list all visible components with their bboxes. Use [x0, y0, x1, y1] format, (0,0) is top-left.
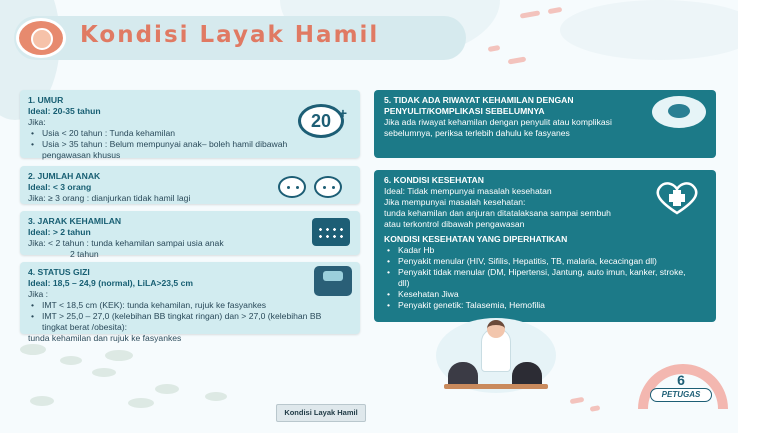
list-item: • Penyakit menular (HIV, Sifilis, Hepatitis, TB, malaria, kecacingan dll)	[384, 256, 689, 267]
card-jika: Jika:	[28, 117, 46, 127]
page-title: Kondisi Layak Hamil	[80, 22, 380, 48]
card-heading: 6. KONDISI KESEHATAN	[384, 175, 484, 185]
decor-dash	[508, 56, 527, 64]
badge-number: 20	[310, 111, 332, 131]
background-dot	[92, 368, 116, 377]
decor-dash	[520, 10, 541, 18]
background-dot	[155, 384, 179, 394]
list-item: • IMT < 18,5 cm (KEK): tunda kehamilan, rujuk ke fasyankes	[28, 300, 338, 311]
decor-dash	[548, 7, 563, 14]
background-dot	[128, 398, 154, 408]
plus-icon: +	[338, 105, 347, 121]
card-text: Jika mempunyai masalah kesehatan:	[384, 197, 526, 207]
list-item: • Penyakit tidak menular (DM, Hipertensi, Jantung, auto imun, kanker, stroke, dll)	[384, 267, 689, 289]
card-jika: Jika :	[28, 289, 49, 299]
child-face-icon	[314, 176, 342, 198]
card-ideal: Ideal: 20-35 tahun	[28, 106, 101, 116]
baby-icon	[652, 96, 706, 128]
petugas-badge	[630, 364, 732, 406]
list-item: • Kesehatan Jiwa	[384, 289, 689, 300]
card-jumlah-anak	[20, 166, 360, 204]
card-ideal: Ideal: 18,5 – 24,9 (normal), LiLA>23,5 cm	[28, 278, 194, 288]
page-edge	[738, 0, 768, 433]
card-heading: 4. STATUS GIZI	[28, 267, 90, 277]
list-item: • Penyakit genetik: Talasemia, Hemofilia	[384, 300, 689, 311]
child-face-icon	[278, 176, 306, 198]
background-dot	[20, 344, 46, 355]
background-dot	[205, 392, 227, 401]
list-item: • Usia < 20 tahun : Tunda kehamilan	[28, 128, 298, 139]
condition-list	[28, 300, 338, 333]
card-text: tunda kehamilan dan rujuk ke fasyankes	[28, 333, 182, 343]
consultation-illustration	[436, 318, 556, 393]
condition-list	[28, 128, 298, 161]
list-item: • IMT > 25,0 – 27,0 (kelebihan BB tingkat ringan) dan > 27,0 (kelebihan BB tingkat berat /obesita):	[28, 311, 338, 333]
list-item: • Usia > 35 tahun : Belum mempunyai anak– boleh hamil dibawah pengawasan khusus	[28, 139, 298, 161]
card-heading: 1. UMUR	[28, 95, 64, 105]
decor-dash	[590, 405, 601, 412]
petugas-number: 6	[677, 372, 685, 388]
card-heading: 5. TIDAK ADA RIWAYAT KEHAMILAN DENGAN PENYULIT/KOMPLIKASI SEBELUMNYA	[384, 95, 574, 116]
card-heading: 3. JARAK KEHAMILAN	[28, 216, 122, 226]
decor-dash	[570, 397, 585, 404]
health-condition-list	[384, 245, 689, 311]
card-heading: 2. JUMLAH ANAK	[28, 171, 101, 181]
background-dot	[60, 356, 82, 365]
card-status-gizi	[20, 262, 360, 343]
card-jarak-kehamilan	[20, 211, 360, 259]
card-ideal: Ideal: < 3 orang	[28, 182, 92, 192]
slide-footer-label: Kondisi Layak Hamil	[276, 404, 366, 422]
card-text: Jika ada riwayat kehamilan dengan penyulit atau komplikasi sebelumnya, periksa terlebih dahulu ke fasyanes	[384, 117, 612, 138]
background-dot	[105, 350, 133, 361]
calendar-icon	[312, 218, 350, 246]
background-dot	[30, 396, 54, 406]
petugas-label: PETUGAS	[650, 388, 712, 402]
card-text: Ideal: Tidak mempunyai masalah kesehatan	[384, 186, 552, 196]
heart-cross-icon	[652, 180, 702, 216]
background-blob	[560, 0, 760, 60]
card-text: Jika: ≥ 3 orang : dianjurkan tidak hamil lagi	[28, 193, 191, 203]
decor-dash	[488, 45, 501, 52]
card-text: 2 tahun	[70, 249, 99, 259]
pregnancy-logo-icon	[16, 18, 66, 58]
card-text: tunda kehamilan dan anjuran ditatalaksana sampai sembuh atau terkontrol dibawah pengawasan	[384, 208, 611, 229]
card-ideal: Ideal: > 2 tahun	[28, 227, 91, 237]
weight-scale-icon	[314, 266, 352, 296]
card-text: Jika: < 2 tahun : tunda kehamilan sampai usia anak	[28, 238, 224, 248]
list-item: • Kadar Hb	[384, 245, 689, 256]
card-subheading: KONDISI KESEHATAN YANG DIPERHATIKAN	[384, 234, 568, 244]
age-20-plus-icon	[298, 104, 347, 138]
